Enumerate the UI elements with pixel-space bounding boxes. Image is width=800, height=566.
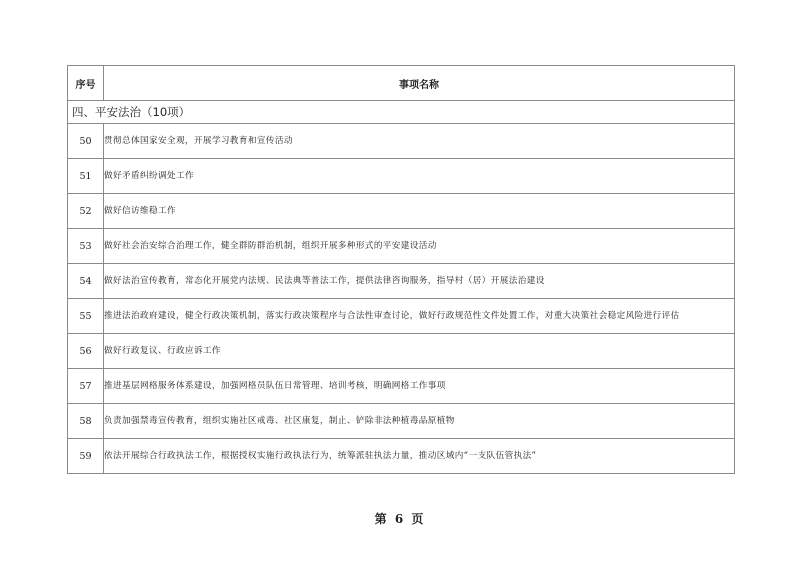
table-row — [68, 194, 735, 229]
table-row — [68, 369, 735, 404]
table-row — [68, 229, 735, 264]
row-number: 50 — [68, 124, 104, 159]
row-item-name: 依法开展综合行政执法工作，根据授权实施行政执法行为，统筹派驻执法力量，推动区域内“一支队伍管执法” — [104, 439, 735, 474]
row-item-name: 推进基层网格服务体系建设，加强网格员队伍日常管理、培训考核，明确网格工作事项 — [104, 369, 735, 404]
table-row — [68, 439, 735, 474]
table-row — [68, 334, 735, 369]
row-number: 51 — [68, 159, 104, 194]
header-no: 序号 — [68, 66, 104, 101]
header-name: 事项名称 — [104, 66, 735, 101]
section-title: 四、平安法治（10项） — [68, 101, 735, 124]
table-row — [68, 404, 735, 439]
row-number: 54 — [68, 264, 104, 299]
row-number: 56 — [68, 334, 104, 369]
table-header-row — [68, 66, 735, 101]
page-number: 第 6 页 — [374, 512, 426, 526]
table-row — [68, 299, 735, 334]
items-table — [67, 65, 735, 474]
table-row — [68, 159, 735, 194]
row-number: 53 — [68, 229, 104, 264]
row-item-name: 做好行政复议、行政应诉工作 — [104, 334, 735, 369]
table-row — [68, 264, 735, 299]
row-number: 57 — [68, 369, 104, 404]
section-row — [68, 101, 735, 124]
row-item-name: 贯彻总体国家安全观，开展学习教育和宣传活动 — [104, 124, 735, 159]
row-item-name: 做好矛盾纠纷调处工作 — [104, 159, 735, 194]
row-number: 58 — [68, 404, 104, 439]
row-number: 55 — [68, 299, 104, 334]
row-number: 52 — [68, 194, 104, 229]
row-item-name: 推进法治政府建设，健全行政决策机制，落实行政决策程序与合法性审查讨论，做好行政规范性文件处置工作，对重大决策社会稳定风险进行评估 — [104, 299, 735, 334]
row-item-name: 做好法治宣传教育，常态化开展党内法规、民法典等普法工作，提供法律咨询服务，指导村（居）开展法治建设 — [104, 264, 735, 299]
table-row — [68, 124, 735, 159]
row-item-name: 负责加强禁毒宣传教育，组织实施社区戒毒、社区康复，制止、铲除非法种植毒品原植物 — [104, 404, 735, 439]
row-item-name: 做好社会治安综合治理工作，健全群防群治机制，组织开展多种形式的平安建设活动 — [104, 229, 735, 264]
row-item-name: 做好信访维稳工作 — [104, 194, 735, 229]
row-number: 59 — [68, 439, 104, 474]
